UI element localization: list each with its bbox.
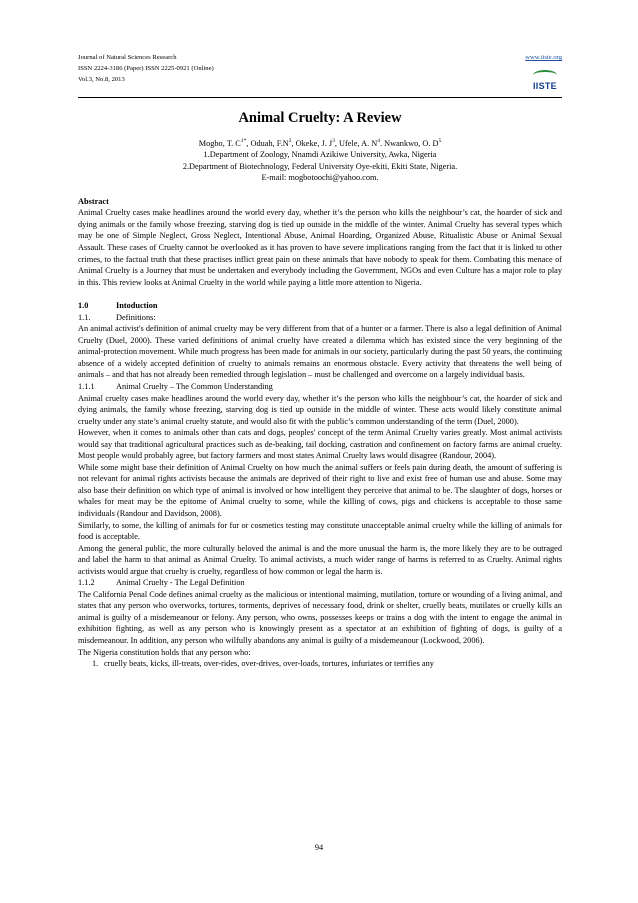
author-4: , Ufele, A. N xyxy=(334,138,378,148)
paragraph: However, when it comes to animals other than cats and dogs, peoples' concept of the term Animal Cruelty varies greatly. Most animal activists would say that traditional agricultural practices such as de-beaking, tail docking, castration and confinement on factory farms are animal cruelty. Most people would probably agree, but factory farmers and most states Animal Cruelty laws would disagree (Randour, 2004). xyxy=(78,428,562,461)
paragraph: The Nigeria constitution holds that any person who: xyxy=(78,647,251,657)
author-email: E-mail: mogbotoochi@yahoo.com. xyxy=(261,173,379,183)
paragraph: An animal activist's definition of animal cruelty may be very different from that of a hunter or a farmer. There is also a legal definition of Animal Cruelty (Duel, 2000). These varied definitions of animal cruelty have created a dilemma which has existed since the very beginning of the animal-protection movement. While much progress has been made for animals in our society, particularly during the past 50 years, the continuing absence of a widely accepted definition of cruelty to animals remains an enormous obstacle. Every activity that threatens the well being of animals – and that has not already been remedied through legislation – must be challenged and overcome on a largely individual basis. xyxy=(78,324,562,380)
header-divider xyxy=(78,97,562,98)
list-item-number: 1. xyxy=(92,659,99,669)
section-number: 1.0 xyxy=(78,301,89,311)
journal-url-link[interactable]: www.iiste.org xyxy=(525,54,562,61)
author-3-sup: 3 xyxy=(332,138,335,144)
author-3: , Okeke, J. J xyxy=(291,138,333,148)
subsection-title: Animal Cruelty - The Legal Definition xyxy=(116,578,245,588)
paragraph: Similarly, to some, the killing of animals for fur or cosmetics testing may constitute unacceptable animal cruelty while the killing of animals for food is acceptable. xyxy=(78,520,562,542)
abstract-heading: Abstract xyxy=(78,196,109,206)
page xyxy=(78,52,562,670)
section-title: Intoduction xyxy=(116,301,158,311)
journal-volume: Vol.3, No.8, 2013 xyxy=(78,76,125,83)
subsection-legal-definition-heading xyxy=(78,577,562,589)
journal-header xyxy=(78,52,562,100)
list-item-text: cruelly beats, kicks, ill-treats, over-rides, over-drives, over-loads, tortures, infuriates or terrifies any xyxy=(104,659,434,669)
list-item xyxy=(78,658,562,670)
author-4-sup: 4 xyxy=(377,138,380,144)
author-1-sup: 1* xyxy=(240,138,247,144)
paragraph: Animal cruelty cases make headlines around the world every day, whether it’s the person who kills the neighbour’s cat, the hoarder of sick and dying animals, the family whose freezing, starving dog is tied up outside in the middle of winter. These acts would likely constitute animal cruelty under any state’s animal cruelty statute, and would also fit with the public’s common understanding of the term (Duel, 2000). xyxy=(78,393,562,426)
subsection-title: Animal Cruelty – The Common Understanding xyxy=(116,381,273,391)
paper-body xyxy=(78,196,562,670)
journal-issn: ISSN 2224-3186 (Paper) ISSN 2225-0921 (Online) xyxy=(78,65,214,72)
author-5: . Nwankwo, O. D xyxy=(379,138,439,148)
author-names xyxy=(78,136,562,149)
subsection-common-understanding-heading xyxy=(78,381,562,393)
subsection-number: 1.1.1 xyxy=(78,381,95,391)
iiste-logo xyxy=(530,66,560,92)
paragraph: Among the general public, the more culturally beloved the animal is and the more unusual the harm is, the more likely they are to be outraged and label the harm to that animal as Animal Cruelty. To animal activists, a much wider range of harms is referred to as Cruelty. Animal rights activists would argue that cruelty is cruelty, regardless of how common or legal the harm is. xyxy=(78,543,562,576)
paper-title: Animal Cruelty: A Review xyxy=(238,110,402,126)
author-2: , Oduah, F.N xyxy=(246,138,289,148)
author-2-sup: 2 xyxy=(288,138,292,144)
subsection-definitions-heading xyxy=(78,312,562,324)
subsection-number: 1.1. xyxy=(78,312,91,322)
section-introduction-heading xyxy=(78,300,562,312)
subsection-title: Definitions: xyxy=(116,312,156,322)
affiliation-2: 2.Department of Biotechnology, Federal University Oye-ekiti, Ekiti State, Nigeria. xyxy=(182,161,458,171)
author-block xyxy=(78,136,562,184)
author-5-sup: 5 xyxy=(438,138,442,144)
author-1: Mogbo, T. C xyxy=(198,138,241,148)
abstract-text: Animal Cruelty cases make headlines around the world every day, whether it’s the person who kills the neighbour’s cat, the hoarder of sick and dying animals or the family whose freezing, starving dog is tied up outside in the middle of the winter. Animal Cruelty has several types which may be one of Simple Neglect, Gross Neglect, Intentional Abuse, Animal Hoarding, Organized Abuse, Ritualistic Abuse or Animal Sexual Assault. These cases of Cruelty cannot be overlooked as it has proven to have severe implications ranging from the fact that it is linked to other crimes, to the factual truth that these practises inflict great pain on these animals that have nobody to speak for them. Combating this menace of Animal Cruelty is a Journey that must be undertaken and everybody including the Government, NGOs and even Culture has a major role to play in this. This review looks at Animal Cruelty in the world while paying a little more attention to Nigeria. xyxy=(78,208,562,287)
paragraph: While some might base their definition of Animal Cruelty on how much the animal suffers or feels pain during death, the amount of suffering is not relevant for animal rights activists because the animals are deprived of their right to live and exist free of human use and abuse. Some may also base their definition on which type of animal is involved or how intelligent they perceive that animal to be. The slaughter of dogs, horses or whales for meat may be the epitome of Animal cruelty to some, while the killing of cows, pigs and chickens is acceptable to those same individuals (Randour and Davidson, 2008). xyxy=(78,462,562,518)
subsection-number: 1.1.2 xyxy=(78,578,95,588)
logo-text: IISTE xyxy=(532,81,557,91)
paragraph: The California Penal Code defines animal cruelty as the malicious or intentional maiming, mutilation, torture or wounding of a living animal, and states that any person who overworks, tortures, torments, deprives of necessary food, drink or shelter, cruelly beats, mutilates or cruelly kills an animal is guilty of a misdemeanour or felony. Any person, who owns, possesses keeps or trains a dog with the intent to engage the animal in exhibition fighting, as well as any person who is knowingly present as a spectator at an exhibition of fighting of dogs, is guilty of a misdemeanour. In addition, any person who wilfully abandons any animal is guilty of a misdemeanour (Lockwood, 2006). xyxy=(78,589,562,645)
page-number: 94 xyxy=(314,843,324,852)
journal-info xyxy=(78,52,562,85)
journal-name: Journal of Natural Sciences Research xyxy=(78,54,177,61)
logo-arc-icon xyxy=(533,70,557,80)
affiliation-1: 1.Department of Zoology, Nnamdi Azikiwe University, Awka, Nigeria xyxy=(203,150,437,160)
